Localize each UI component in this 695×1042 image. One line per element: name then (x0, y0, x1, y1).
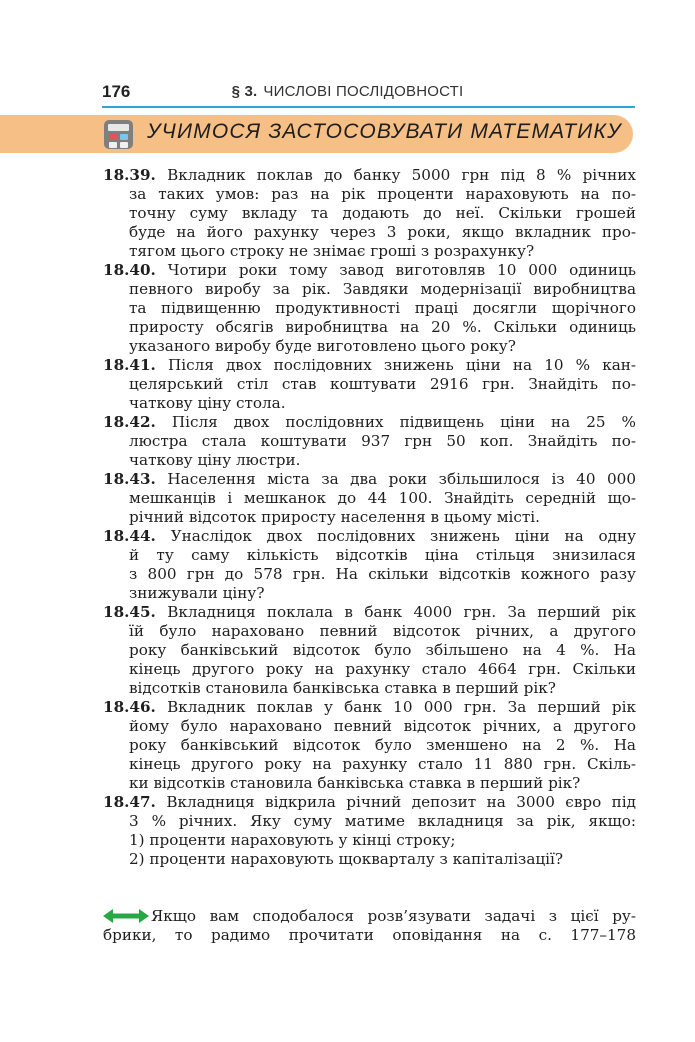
calculator-key (109, 134, 117, 140)
running-head (0, 83, 695, 100)
problem-number: 18.46. (103, 698, 156, 716)
problem-line: чаткову ціну стола. (129, 394, 286, 412)
problem-line: приросту обсягів виробництва на 20 %. Скільки одиниць (129, 318, 636, 336)
problem-line: Вкладник поклав до банку 5000 грн під 8 % річних (167, 166, 636, 184)
problem-subitem: 2) проценти нараховують щокварталу з капіталізації? (129, 850, 564, 868)
problem-line: тягом цього строку не знімає гроші з розрахунку? (129, 242, 535, 260)
problem-18-47 (103, 793, 636, 869)
problem-line: Вкладниця відкрила річний депозит на 3000 євро під (166, 793, 637, 811)
page-number: 176 (102, 82, 131, 101)
problem-number: 18.39. (103, 166, 156, 184)
problem-line: буде на його рахунку через 3 роки, якщо вкладник про- (129, 223, 636, 241)
problem-line: 3 % річних. Яку суму матиме вкладниця за рік, якщо: (129, 812, 636, 830)
problem-18-39 (103, 166, 636, 261)
header-rule (102, 106, 635, 108)
banner-title: УЧИМОСЯ ЗАСТОСОВУВАТИ МАТЕМАТИКУ (147, 120, 622, 143)
problem-line: кінець другого року на рахунку стало 4664 грн. Скільки (129, 660, 636, 678)
problem-number: 18.40. (103, 261, 156, 279)
problem-line: Вкладниця поклала в банк 4000 грн. За перший рік (167, 603, 637, 621)
calculator-key (109, 142, 117, 148)
problem-18-40 (103, 261, 636, 356)
problem-line: з 800 грн до 578 грн. На скільки відсотків кожного разу (129, 565, 636, 583)
problem-line: їй було нараховано певний відсоток річних, а другого (129, 622, 636, 640)
problem-line: кінець другого року на рахунку стало 11 880 грн. Скіль- (129, 755, 636, 773)
problem-line: йому було нараховано певний відсоток річних, а другого (129, 717, 636, 735)
problem-number: 18.47. (103, 793, 156, 811)
problem-line: Чотири роки тому завод виготовляв 10 000 одиниць (167, 261, 636, 279)
calculator-icon (104, 120, 133, 149)
problem-line: целярський стіл став коштувати 2916 грн. Знайдіть по- (129, 375, 636, 393)
calculator-key (120, 142, 128, 148)
problem-line: люстра стала коштувати 937 грн 50 коп. Знайдіть по- (129, 432, 636, 450)
problem-number: 18.41. (103, 356, 156, 374)
problem-line: знижували ціну? (129, 584, 265, 602)
problem-18-43 (103, 470, 636, 527)
calculator-screen (108, 124, 129, 131)
note-line: брики, то радимо прочитати оповідання на с. 177–178 (103, 926, 636, 944)
reading-note (103, 907, 636, 945)
problem-18-42 (103, 413, 636, 470)
problem-line: точну суму вкладу та додають до неї. Скільки грошей (129, 204, 636, 222)
problem-list (103, 166, 636, 869)
problem-line: мешканців і мешканок до 44 100. Знайдіть середній що- (129, 489, 636, 507)
problem-line: Унаслідок двох послідовних знижень ціни на одну (170, 527, 636, 545)
note-line: Якщо вам сподобалося розв’язувати задачі з цієї ру- (151, 907, 636, 925)
problem-line: Після двох послідовних підвищень ціни на 25 % (171, 413, 636, 431)
section-mark: § 3. (231, 83, 258, 100)
problem-number: 18.43. (103, 470, 156, 488)
problem-number: 18.44. (103, 527, 156, 545)
problem-18-41 (103, 356, 636, 413)
problem-number: 18.42. (103, 413, 156, 431)
problem-number: 18.45. (103, 603, 156, 621)
problem-line: та підвищенню продуктивності праці досягли щорічного (129, 299, 636, 317)
problem-line: й ту саму кількість відсотків ціна стільця знизилася (129, 546, 636, 564)
problem-line: чаткову ціну люстри. (129, 451, 301, 469)
section-title: ЧИСЛОВІ ПОСЛІДОВНОСТІ (263, 83, 464, 100)
problem-line: за таких умов: раз на рік проценти нараховують на по- (129, 185, 636, 203)
calculator-key (120, 134, 128, 140)
problem-subitem: 1) проценти нараховують у кінці строку; (129, 831, 456, 849)
problem-line: певного виробу за рік. Завдяки модернізації виробництва (129, 280, 636, 298)
problem-line: відсотків становила банківська ставка в перший рік? (129, 679, 556, 697)
problem-line: Населення міста за два роки збільшилося із 40 000 (167, 470, 637, 488)
double-arrow-icon (103, 908, 149, 924)
problem-18-45 (103, 603, 636, 698)
problem-line: ки відсотків становила банківська ставка в перший рік? (129, 774, 581, 792)
problem-18-46 (103, 698, 636, 793)
problem-line: року банківський відсоток було зменшено на 2 %. На (129, 736, 636, 754)
problem-line: річний відсоток приросту населення в цьому місті. (129, 508, 540, 526)
problem-line: року банківський відсоток було збільшено на 4 %. На (129, 641, 636, 659)
problem-18-44 (103, 527, 636, 603)
problem-line: Вкладник поклав у банк 10 000 грн. За перший рік (167, 698, 637, 716)
problem-line: Після двох послідовних знижень ціни на 10 % кан- (167, 356, 637, 374)
problem-line: указаного виробу буде виготовлено цього року? (129, 337, 516, 355)
